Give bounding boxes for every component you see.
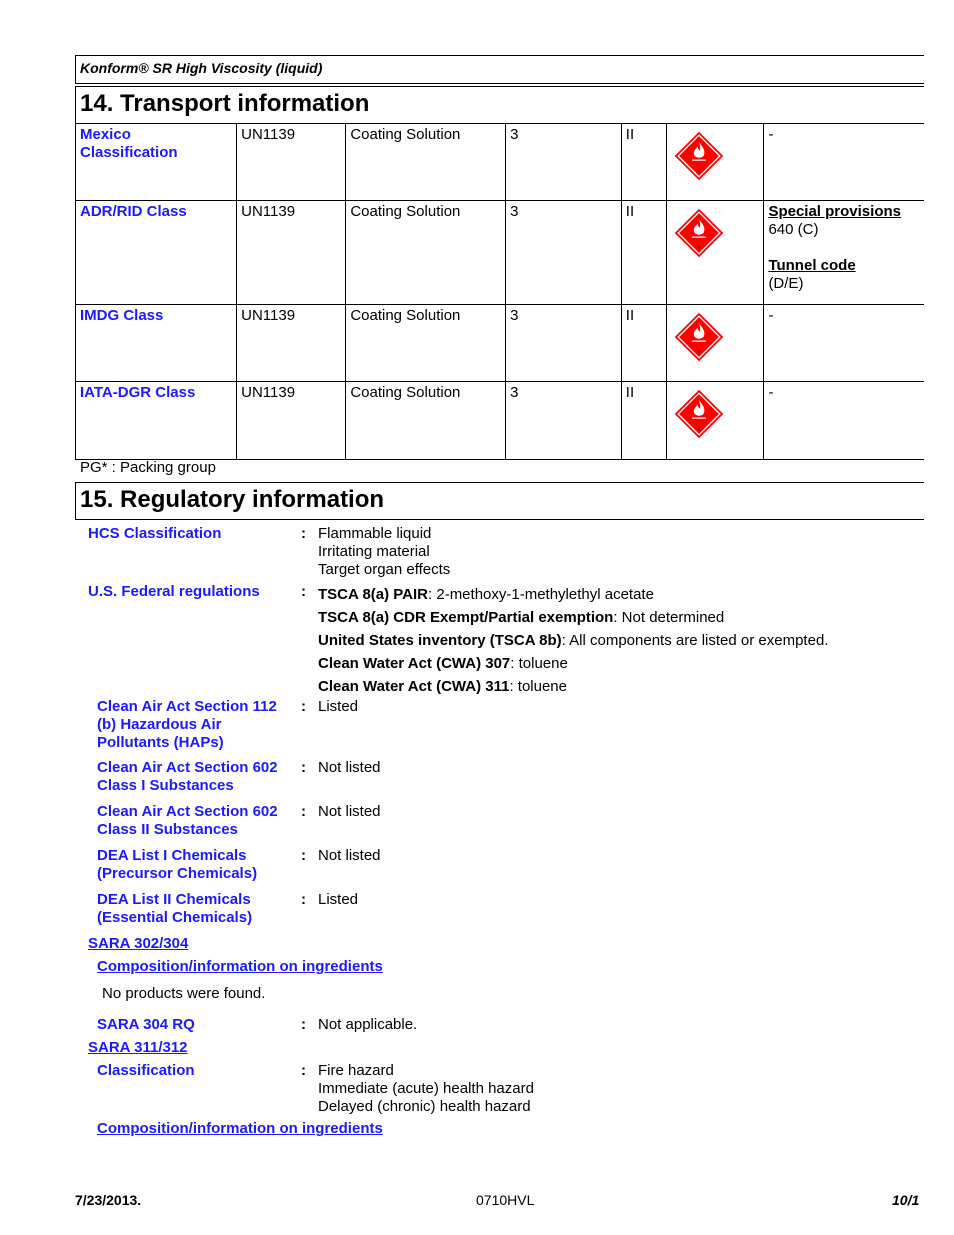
hcs-label: HCS Classification <box>88 525 222 542</box>
transport-row <box>76 201 925 305</box>
svg-text:3: 3 <box>698 349 701 355</box>
transport-row <box>76 382 925 460</box>
federal-values <box>318 583 828 698</box>
transport-table <box>75 123 924 460</box>
product-title: Konform® SR High Viscosity (liquid) <box>80 60 323 76</box>
additional-info-cell: - <box>764 124 924 201</box>
transport-label-cell <box>76 305 237 382</box>
footer-code: 0710HVL <box>476 1192 535 1208</box>
transport-row <box>76 124 925 201</box>
svg-text:3: 3 <box>698 245 701 251</box>
flammable-diamond-icon <box>673 130 725 182</box>
svg-text:3: 3 <box>698 426 701 432</box>
pictogram-cell <box>667 124 764 201</box>
sara-302-304-link[interactable]: SARA 302/304 <box>88 935 189 952</box>
hazard-class-cell: 3 <box>506 305 622 382</box>
tunnel-code-label: Tunnel code <box>768 257 856 274</box>
packing-group-cell: II <box>621 201 666 305</box>
colon: : <box>301 759 306 776</box>
packing-group-cell: II <box>621 305 666 382</box>
federal-item: United States inventory (TSCA 8b): All components are listed or exempted. <box>318 632 829 649</box>
shipping-name-cell: Coating Solution <box>346 382 506 460</box>
additional-info-cell: - <box>764 305 924 382</box>
transport-row <box>76 305 925 382</box>
sara304-label: SARA 304 RQ <box>97 1016 195 1033</box>
shipping-name-cell: Coating Solution <box>346 201 506 305</box>
transport-class-label: Mexico Classification <box>80 126 178 161</box>
colon: : <box>301 847 306 864</box>
pictogram-cell <box>667 201 764 305</box>
hcs-value: Irritating material <box>318 543 430 560</box>
hcs-value: Flammable liquid <box>318 525 432 542</box>
federal-label: U.S. Federal regulations <box>88 583 260 600</box>
hazard-class-cell: 3 <box>506 382 622 460</box>
transport-label-cell <box>76 201 237 305</box>
pictogram-cell <box>667 305 764 382</box>
colon: : <box>301 525 306 542</box>
transport-label-cell <box>76 124 237 201</box>
flammable-diamond-icon <box>673 388 725 440</box>
classification-value: Delayed (chronic) health hazard <box>318 1098 531 1115</box>
section-14-title: 14. Transport information <box>80 90 370 117</box>
caa112-value: Listed <box>318 698 359 715</box>
classification-value: Fire hazard <box>318 1062 394 1079</box>
caa602-class2-label: Clean Air Act Section 602 Class II Substances <box>97 803 278 838</box>
colon: : <box>301 698 306 715</box>
federal-item: TSCA 8(a) PAIR: 2-methoxy-1-methylethyl acetate <box>318 586 654 603</box>
transport-class-label: IATA-DGR Class <box>80 384 196 401</box>
additional-info-cell <box>764 201 924 305</box>
caa112-label: Clean Air Act Section 112 (b) Hazardous Air Pollutants (HAPs) <box>97 698 277 751</box>
un-number-cell: UN1139 <box>237 124 346 201</box>
transport-class-label: IMDG Class <box>80 307 164 324</box>
dea-list1-value: Not listed <box>318 847 381 864</box>
composition-link[interactable]: Composition/information on ingredients <box>97 958 383 975</box>
un-number-cell: UN1139 <box>237 201 346 305</box>
hazard-class-cell: 3 <box>506 201 622 305</box>
caa602-class2-value: Not listed <box>318 803 381 820</box>
footer-date: 7/23/2013. <box>75 1192 142 1208</box>
footer-page: 10/1 <box>892 1192 920 1208</box>
svg-text:3: 3 <box>698 168 701 174</box>
colon: : <box>301 583 306 600</box>
dea-list2-value: Listed <box>318 891 359 908</box>
dea-list1-label: DEA List I Chemicals (Precursor Chemicals) <box>97 847 258 882</box>
federal-item: TSCA 8(a) CDR Exempt/Partial exemption: Not determined <box>318 609 725 626</box>
flammable-diamond-icon <box>673 207 725 259</box>
additional-info-cell: - <box>764 382 924 460</box>
un-number-cell: UN1139 <box>237 305 346 382</box>
special-provisions-label: Special provisions <box>768 203 901 220</box>
shipping-name-cell: Coating Solution <box>346 305 506 382</box>
colon: : <box>301 891 306 908</box>
special-provisions-value: 640 (C) <box>768 221 819 238</box>
classification-label: Classification <box>97 1062 195 1079</box>
classification-value: Immediate (acute) health hazard <box>318 1080 534 1097</box>
sara304-value: Not applicable. <box>318 1016 418 1033</box>
composition-link-2[interactable]: Composition/information on ingredients <box>97 1120 383 1137</box>
flammable-diamond-icon <box>673 311 725 363</box>
sara-311-312-link[interactable]: SARA 311/312 <box>88 1039 188 1056</box>
tunnel-code-value: (D/E) <box>768 275 804 292</box>
transport-class-label: ADR/RID Class <box>80 203 187 220</box>
dea-list2-label: DEA List II Chemicals (Essential Chemicals) <box>97 891 253 926</box>
transport-label-cell <box>76 382 237 460</box>
un-number-cell: UN1139 <box>237 382 346 460</box>
packing-group-cell: II <box>621 382 666 460</box>
hazard-class-cell: 3 <box>506 124 622 201</box>
federal-item: Clean Water Act (CWA) 307: toluene <box>318 655 568 672</box>
colon: : <box>301 1062 306 1079</box>
pg-note: PG* : Packing group <box>80 459 216 476</box>
hcs-values <box>318 525 450 579</box>
caa602-class1-value: Not listed <box>318 759 381 776</box>
caa602-class1-label: Clean Air Act Section 602 Class I Substances <box>97 759 278 794</box>
colon: : <box>301 1016 306 1033</box>
classification-values <box>318 1062 534 1116</box>
pictogram-cell <box>667 382 764 460</box>
hcs-value: Target organ effects <box>318 561 451 578</box>
no-products-text: No products were found. <box>102 985 266 1002</box>
shipping-name-cell: Coating Solution <box>346 124 506 201</box>
section-15-title: 15. Regulatory information <box>80 486 385 513</box>
packing-group-cell: II <box>621 124 666 201</box>
colon: : <box>301 803 306 820</box>
federal-item: Clean Water Act (CWA) 311: toluene <box>318 678 567 695</box>
